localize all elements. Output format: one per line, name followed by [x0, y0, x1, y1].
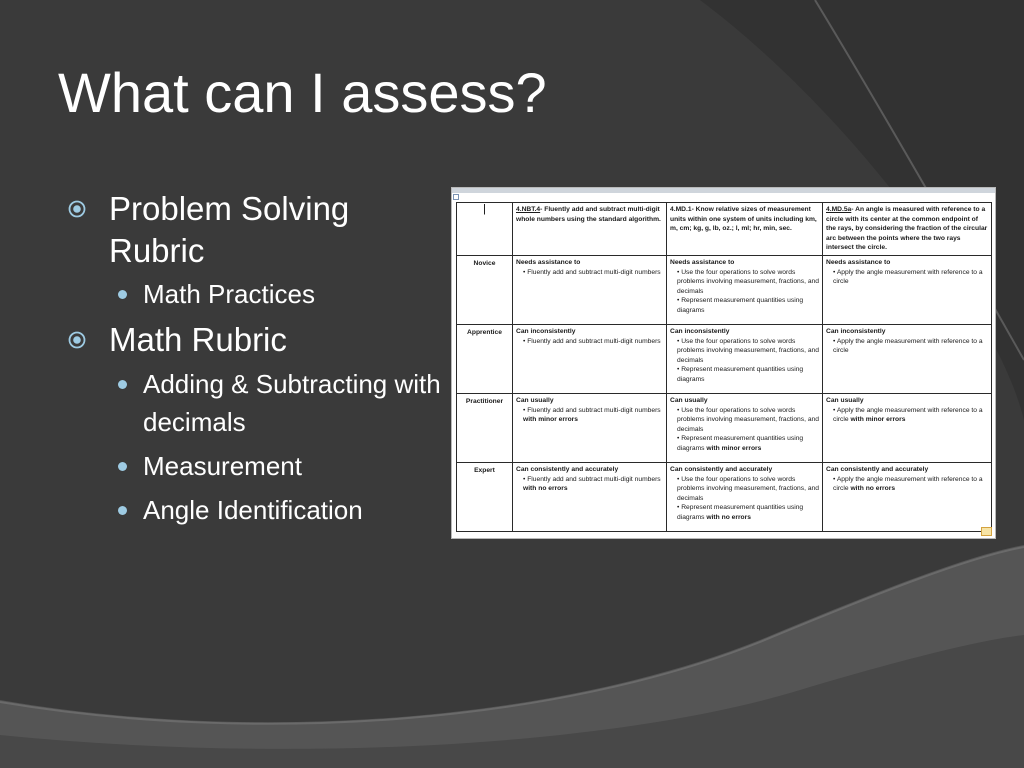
rubric-document-image [451, 187, 996, 539]
table-row [457, 255, 992, 324]
header-cell: 4.MD.5a- An angle is measured with reference to a circle with its center at the common endpoint of the rays, by considering the fraction of the circular arc between the points where the two rays intersect the circle. [823, 203, 992, 256]
row-level-label: Apprentice [457, 324, 513, 393]
rubric-table [456, 202, 992, 532]
table-cell: Can usually • Apply the angle measurement with reference to a circle with minor errors [823, 393, 992, 462]
row-level-label: Novice [457, 255, 513, 324]
document-ruler [452, 188, 995, 193]
table-corner-cell [457, 203, 513, 256]
table-cell: Can consistently and accurately • Use the four operations to solve words problems involving measurement, fractions, and decimals • Represent measurement quantities using diagrams with no errors [667, 462, 823, 531]
table-header-row [457, 203, 992, 256]
table-row [457, 462, 992, 531]
table-cell: Can consistently and accurately • Fluently add and subtract multi-digit numbers with no errors [513, 462, 667, 531]
table-cell: Can consistently and accurately • Apply the angle measurement with reference to a circle with no errors [823, 462, 992, 531]
bullet-dot-icon [118, 462, 127, 471]
table-cell: Can inconsistently • Fluently add and subtract multi-digit numbers [513, 324, 667, 393]
header-cell: 4.NBT.4- Fluently add and subtract multi-digit whole numbers using the standard algorithm. [513, 203, 667, 256]
circled-dot-icon [68, 200, 86, 218]
row-level-label: Practitioner [457, 393, 513, 462]
circled-dot-icon [68, 331, 86, 349]
table-row [457, 324, 992, 393]
paste-options-icon [981, 527, 992, 536]
table-cell: Needs assistance to • Fluently add and subtract multi-digit numbers [513, 255, 667, 324]
table-cell: Can inconsistently • Apply the angle measurement with reference to a circle [823, 324, 992, 393]
bullet-math-rubric [66, 319, 446, 361]
bullet-text: Math Rubric [109, 321, 287, 358]
slide-title: What can I assess? [58, 61, 547, 124]
sub-bullet-text: Angle Identification [143, 495, 363, 525]
row-level-label: Expert [457, 462, 513, 531]
bullet-list [66, 188, 446, 529]
sub-bullet-text: Measurement [143, 451, 302, 481]
bullet-dot-icon [118, 380, 127, 389]
bullet-text: Problem Solving Rubric [109, 190, 350, 269]
bullet-dot-icon [118, 506, 127, 515]
bullet-problem-solving-rubric [66, 188, 446, 272]
sub-bullet-text: Adding & Subtracting with decimals [143, 369, 441, 437]
table-cell: Can usually • Use the four operations to solve words problems involving measurement, fractions, and decimals • Represent measurement quantities using diagrams with minor errors [667, 393, 823, 462]
table-cell: Needs assistance to • Use the four operations to solve words problems involving measurement, fractions, and decimals • Represent measurement quantities using diagrams [667, 255, 823, 324]
sub-bullet-measurement [66, 447, 446, 485]
sub-bullet-math-practices [66, 275, 446, 313]
header-cell: 4.MD.1- Know relative sizes of measurement units within one system of units including km, m, cm; kg, g, lb, oz.; l, ml; hr, min, sec. [667, 203, 823, 256]
table-cell: Can usually • Fluently add and subtract multi-digit numbers with minor errors [513, 393, 667, 462]
sub-bullet-adding-subtracting [66, 365, 446, 441]
sub-bullet-text: Math Practices [143, 279, 315, 309]
text-cursor-icon: | [483, 203, 486, 215]
sub-bullet-angle-identification [66, 491, 446, 529]
table-anchor-icon [453, 194, 459, 200]
bullet-dot-icon [118, 290, 127, 299]
table-cell: Needs assistance to • Apply the angle measurement with reference to a circle [823, 255, 992, 324]
table-cell: Can inconsistently • Use the four operations to solve words problems involving measurement, fractions, and decimals • Represent measurement quantities using diagrams [667, 324, 823, 393]
table-row [457, 393, 992, 462]
